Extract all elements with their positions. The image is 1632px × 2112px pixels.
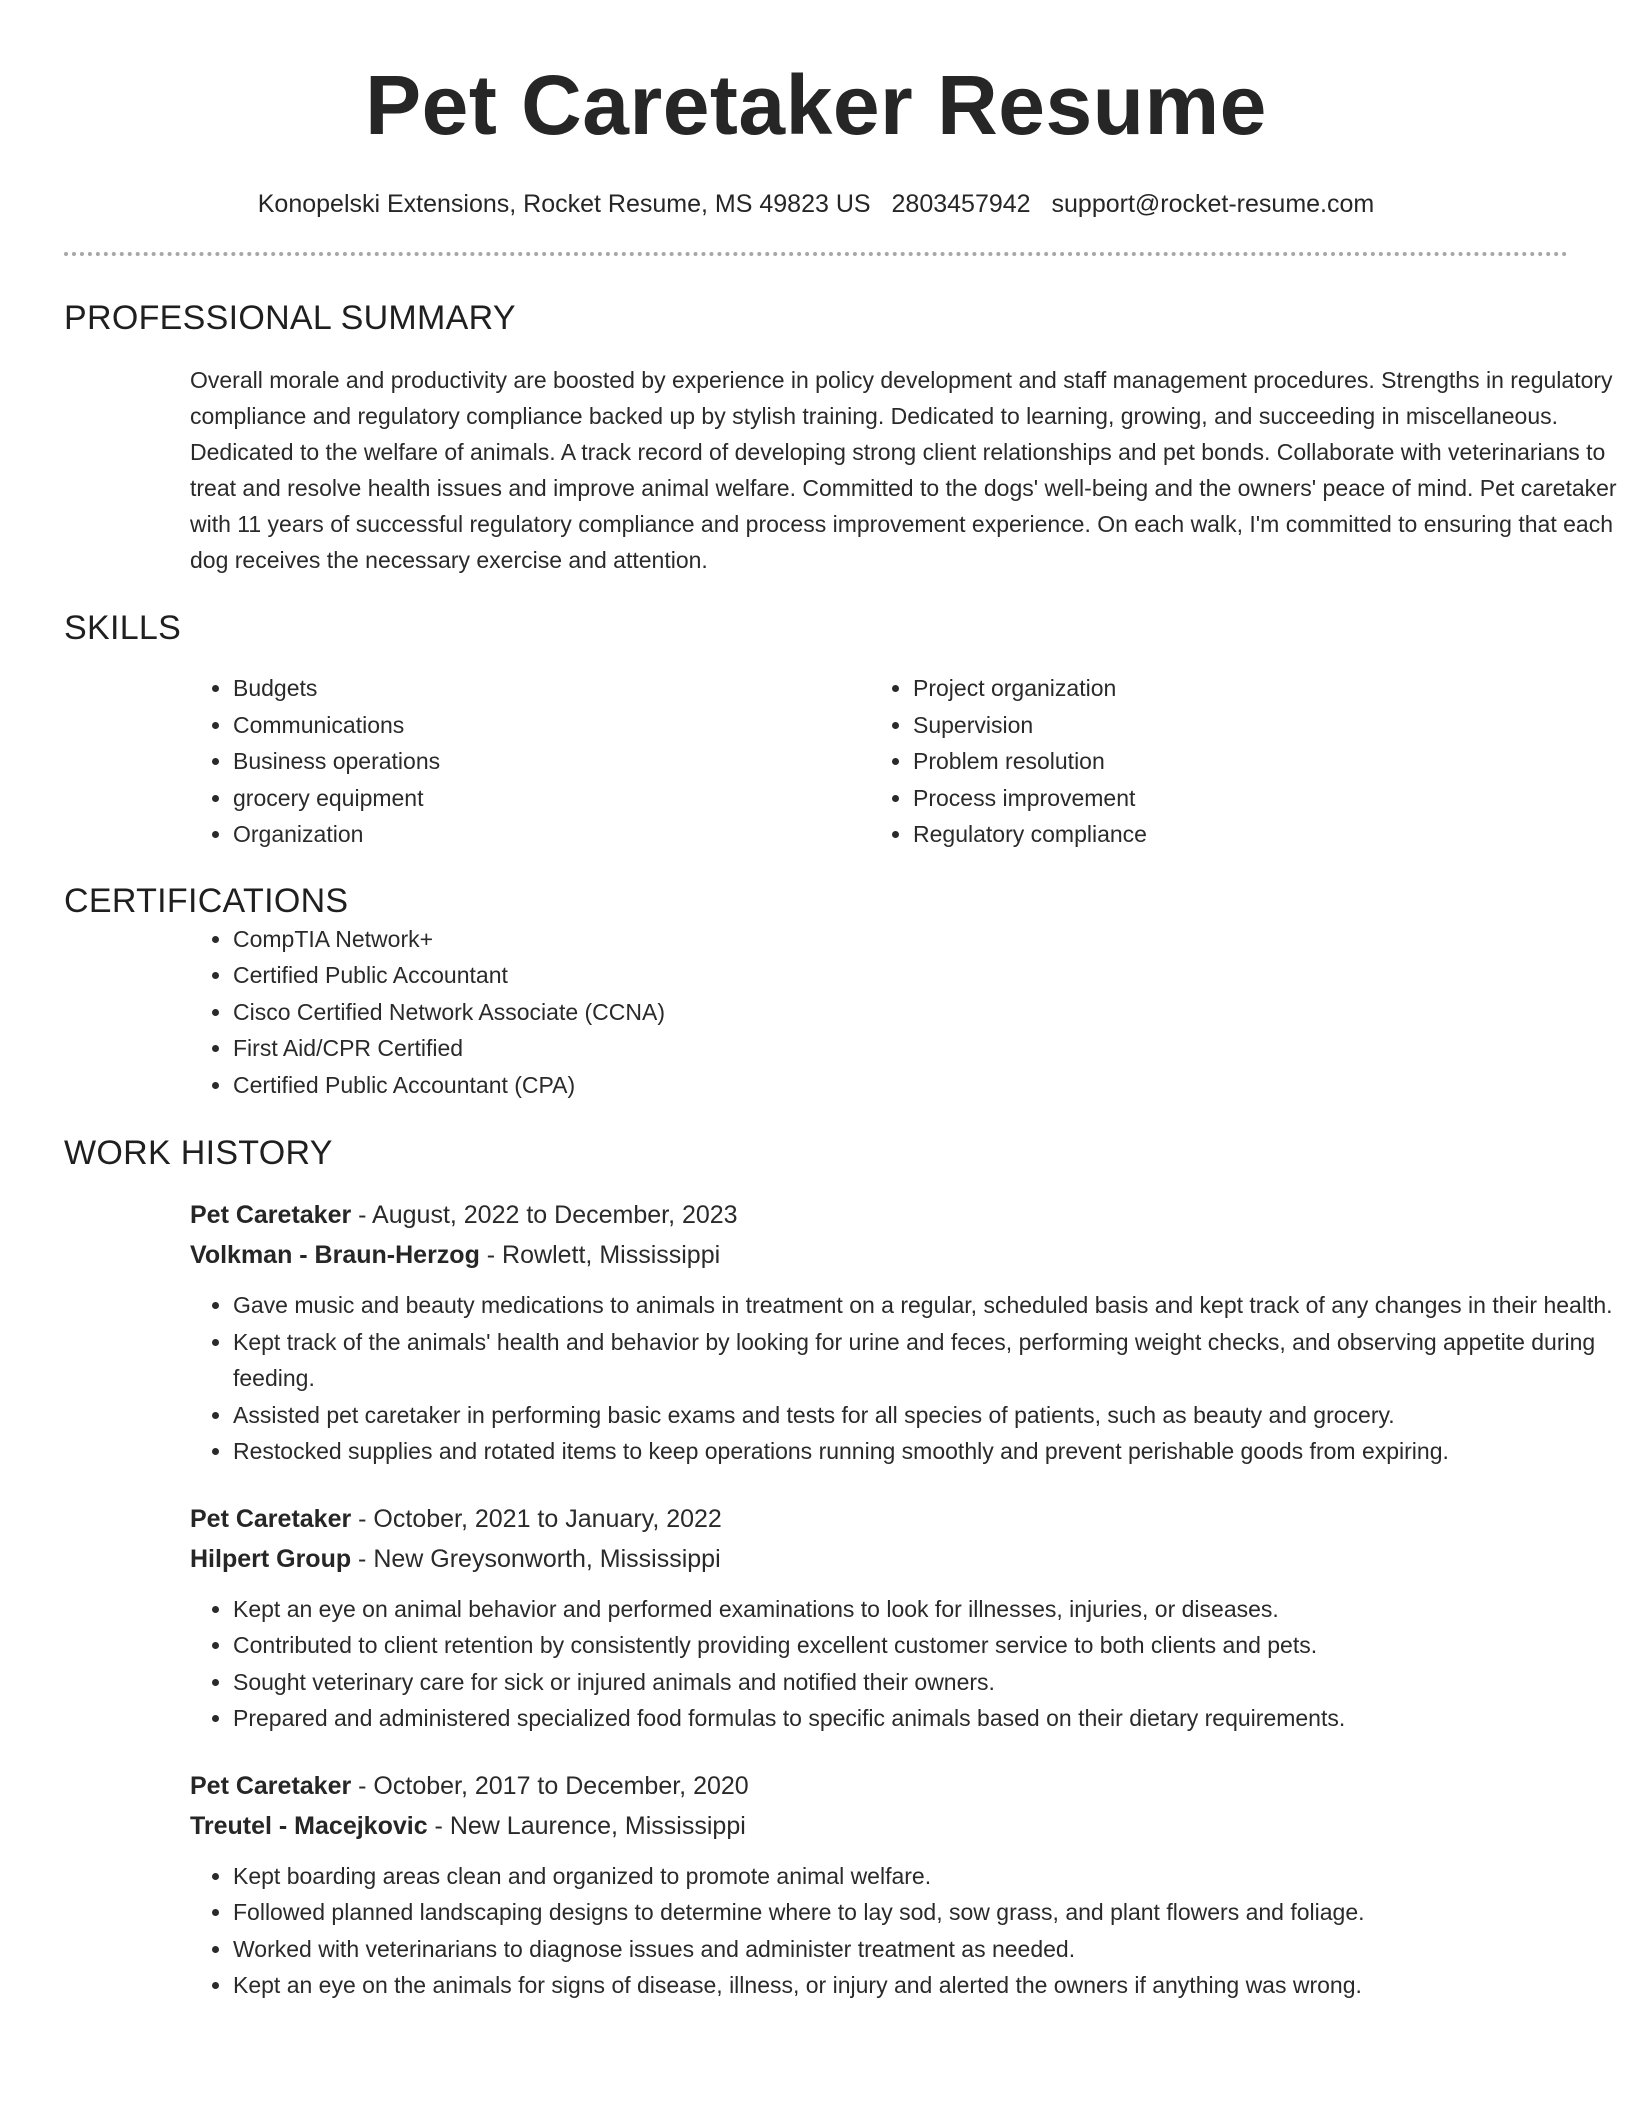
skill-item: • Budgets	[233, 670, 743, 707]
job-duty: • Contributed to client retention by consistently providing excellent customer service to both clients and pets.	[233, 1627, 1623, 1664]
skill-item: • Organization	[233, 816, 743, 853]
contact-email: support@rocket-resume.com	[1051, 190, 1375, 218]
job-duties-list	[190, 1858, 1623, 2004]
skill-item: • Regulatory compliance	[913, 816, 1423, 853]
job-duty: • Restocked supplies and rotated items to keep operations running smoothly and prevent perishable goods from expiring.	[233, 1433, 1623, 1470]
skill-item: • grocery equipment	[233, 780, 743, 817]
job-duty: • Kept boarding areas clean and organized to promote animal welfare.	[233, 1858, 1623, 1895]
summary-text: Overall morale and productivity are boosted by experience in policy development and staff management procedures. Strengths in regulatory compliance and regulatory compliance backed up by stylish training. Dedicated to learning, growing, and succeeding in miscellaneous. Dedicated to the welfare of animals. A track record of developing strong client relationships and pet bonds. Collaborate with veterinarians to treat and resolve health issues and improve animal welfare. Committed to the dogs' well-being and the owners' peace of mind. Pet caretaker with 11 years of successful regulatory compliance and process improvement experience. On each walk, I'm committed to ensuring that each dog receives the necessary exercise and attention.	[190, 367, 1617, 573]
skills-columns	[64, 670, 1568, 853]
skills-list-right	[743, 670, 1423, 853]
job-role-line	[190, 1195, 1568, 1235]
job-duty: • Kept an eye on animal behavior and performed examinations to look for illnesses, injuries, or diseases.	[233, 1591, 1623, 1628]
job-company: Treutel - Macejkovic	[190, 1811, 428, 1840]
job-role: Pet Caretaker	[190, 1504, 352, 1533]
certification-item: • First Aid/CPR Certified	[233, 1030, 1568, 1067]
skill-item: • Problem resolution	[913, 743, 1423, 780]
job-duty: • Kept an eye on the animals for signs of disease, illness, or injury and alerted the owners if anything was wrong.	[233, 1967, 1623, 2004]
certification-item: • Certified Public Accountant	[233, 957, 1568, 994]
job-company-line	[190, 1539, 1568, 1579]
job-duty: • Prepared and administered specialized food formulas to specific animals based on their dietary requirements.	[233, 1700, 1623, 1737]
certification-item: • CompTIA Network+	[233, 921, 1568, 958]
certification-item: • Certified Public Accountant (CPA)	[233, 1067, 1568, 1104]
job-duty: • Kept track of the animals' health and behavior by looking for urine and feces, performing weight checks, and observing appetite during feeding.	[233, 1324, 1623, 1397]
job-duty: • Gave music and beauty medications to animals in treatment on a regular, scheduled basis and kept track of any changes in their health.	[233, 1287, 1623, 1324]
job-duty: • Followed planned landscaping designs to determine where to lay sod, sow grass, and plant flowers and foliage.	[233, 1894, 1623, 1931]
skills-heading: SKILLS	[64, 609, 182, 647]
skills-list-left	[64, 670, 743, 853]
job-location: - New Greysonworth, Mississippi	[351, 1544, 721, 1573]
job-entry	[190, 1499, 1568, 1737]
job-role: Pet Caretaker	[190, 1201, 352, 1229]
job-duties-list	[190, 1591, 1623, 1737]
job-role-line	[190, 1499, 1568, 1539]
job-dates: - August, 2022 to December, 2023	[351, 1201, 738, 1229]
skill-item: • Business operations	[233, 743, 743, 780]
contact-phone: 2803457942	[891, 190, 1031, 218]
job-location: - Rowlett, Mississippi	[479, 1241, 721, 1269]
certification-item: • Cisco Certified Network Associate (CCNA)	[233, 994, 1568, 1031]
summary-heading: PROFESSIONAL SUMMARY	[64, 299, 516, 337]
job-entry	[190, 1766, 1568, 2004]
job-company: Volkman - Braun-Herzog	[190, 1241, 480, 1269]
resume-title: Pet Caretaker Resume	[365, 58, 1267, 152]
job-role: Pet Caretaker	[190, 1771, 352, 1800]
job-duty: • Sought veterinary care for sick or injured animals and notified their owners.	[233, 1664, 1623, 1701]
job-role-line	[190, 1766, 1568, 1806]
header-divider	[64, 252, 1568, 256]
job-dates: - October, 2017 to December, 2020	[351, 1771, 749, 1800]
job-company-line	[190, 1806, 1568, 1846]
job-duty: • Worked with veterinarians to diagnose issues and administer treatment as needed.	[233, 1931, 1623, 1968]
skill-item: • Communications	[233, 707, 743, 744]
job-duties-list	[190, 1287, 1623, 1470]
job-entry	[190, 1195, 1613, 1470]
skill-item: • Process improvement	[913, 780, 1423, 817]
job-dates: - October, 2021 to January, 2022	[351, 1504, 722, 1533]
certifications-heading: CERTIFICATIONS	[64, 881, 349, 920]
job-location: - New Laurence, Mississippi	[427, 1811, 746, 1840]
contact-line	[64, 188, 1568, 220]
contact-address: Konopelski Extensions, Rocket Resume, MS 49823 US	[257, 190, 871, 218]
skill-item: • Supervision	[913, 707, 1423, 744]
certifications-list	[64, 921, 1568, 1104]
job-company: Hilpert Group	[190, 1544, 352, 1573]
work-history-heading: WORK HISTORY	[64, 1134, 333, 1172]
job-duty: • Assisted pet caretaker in performing basic exams and tests for all species of patients, such as beauty and grocery.	[233, 1397, 1623, 1434]
skill-item: • Project organization	[913, 670, 1423, 707]
job-company-line	[190, 1235, 1568, 1275]
